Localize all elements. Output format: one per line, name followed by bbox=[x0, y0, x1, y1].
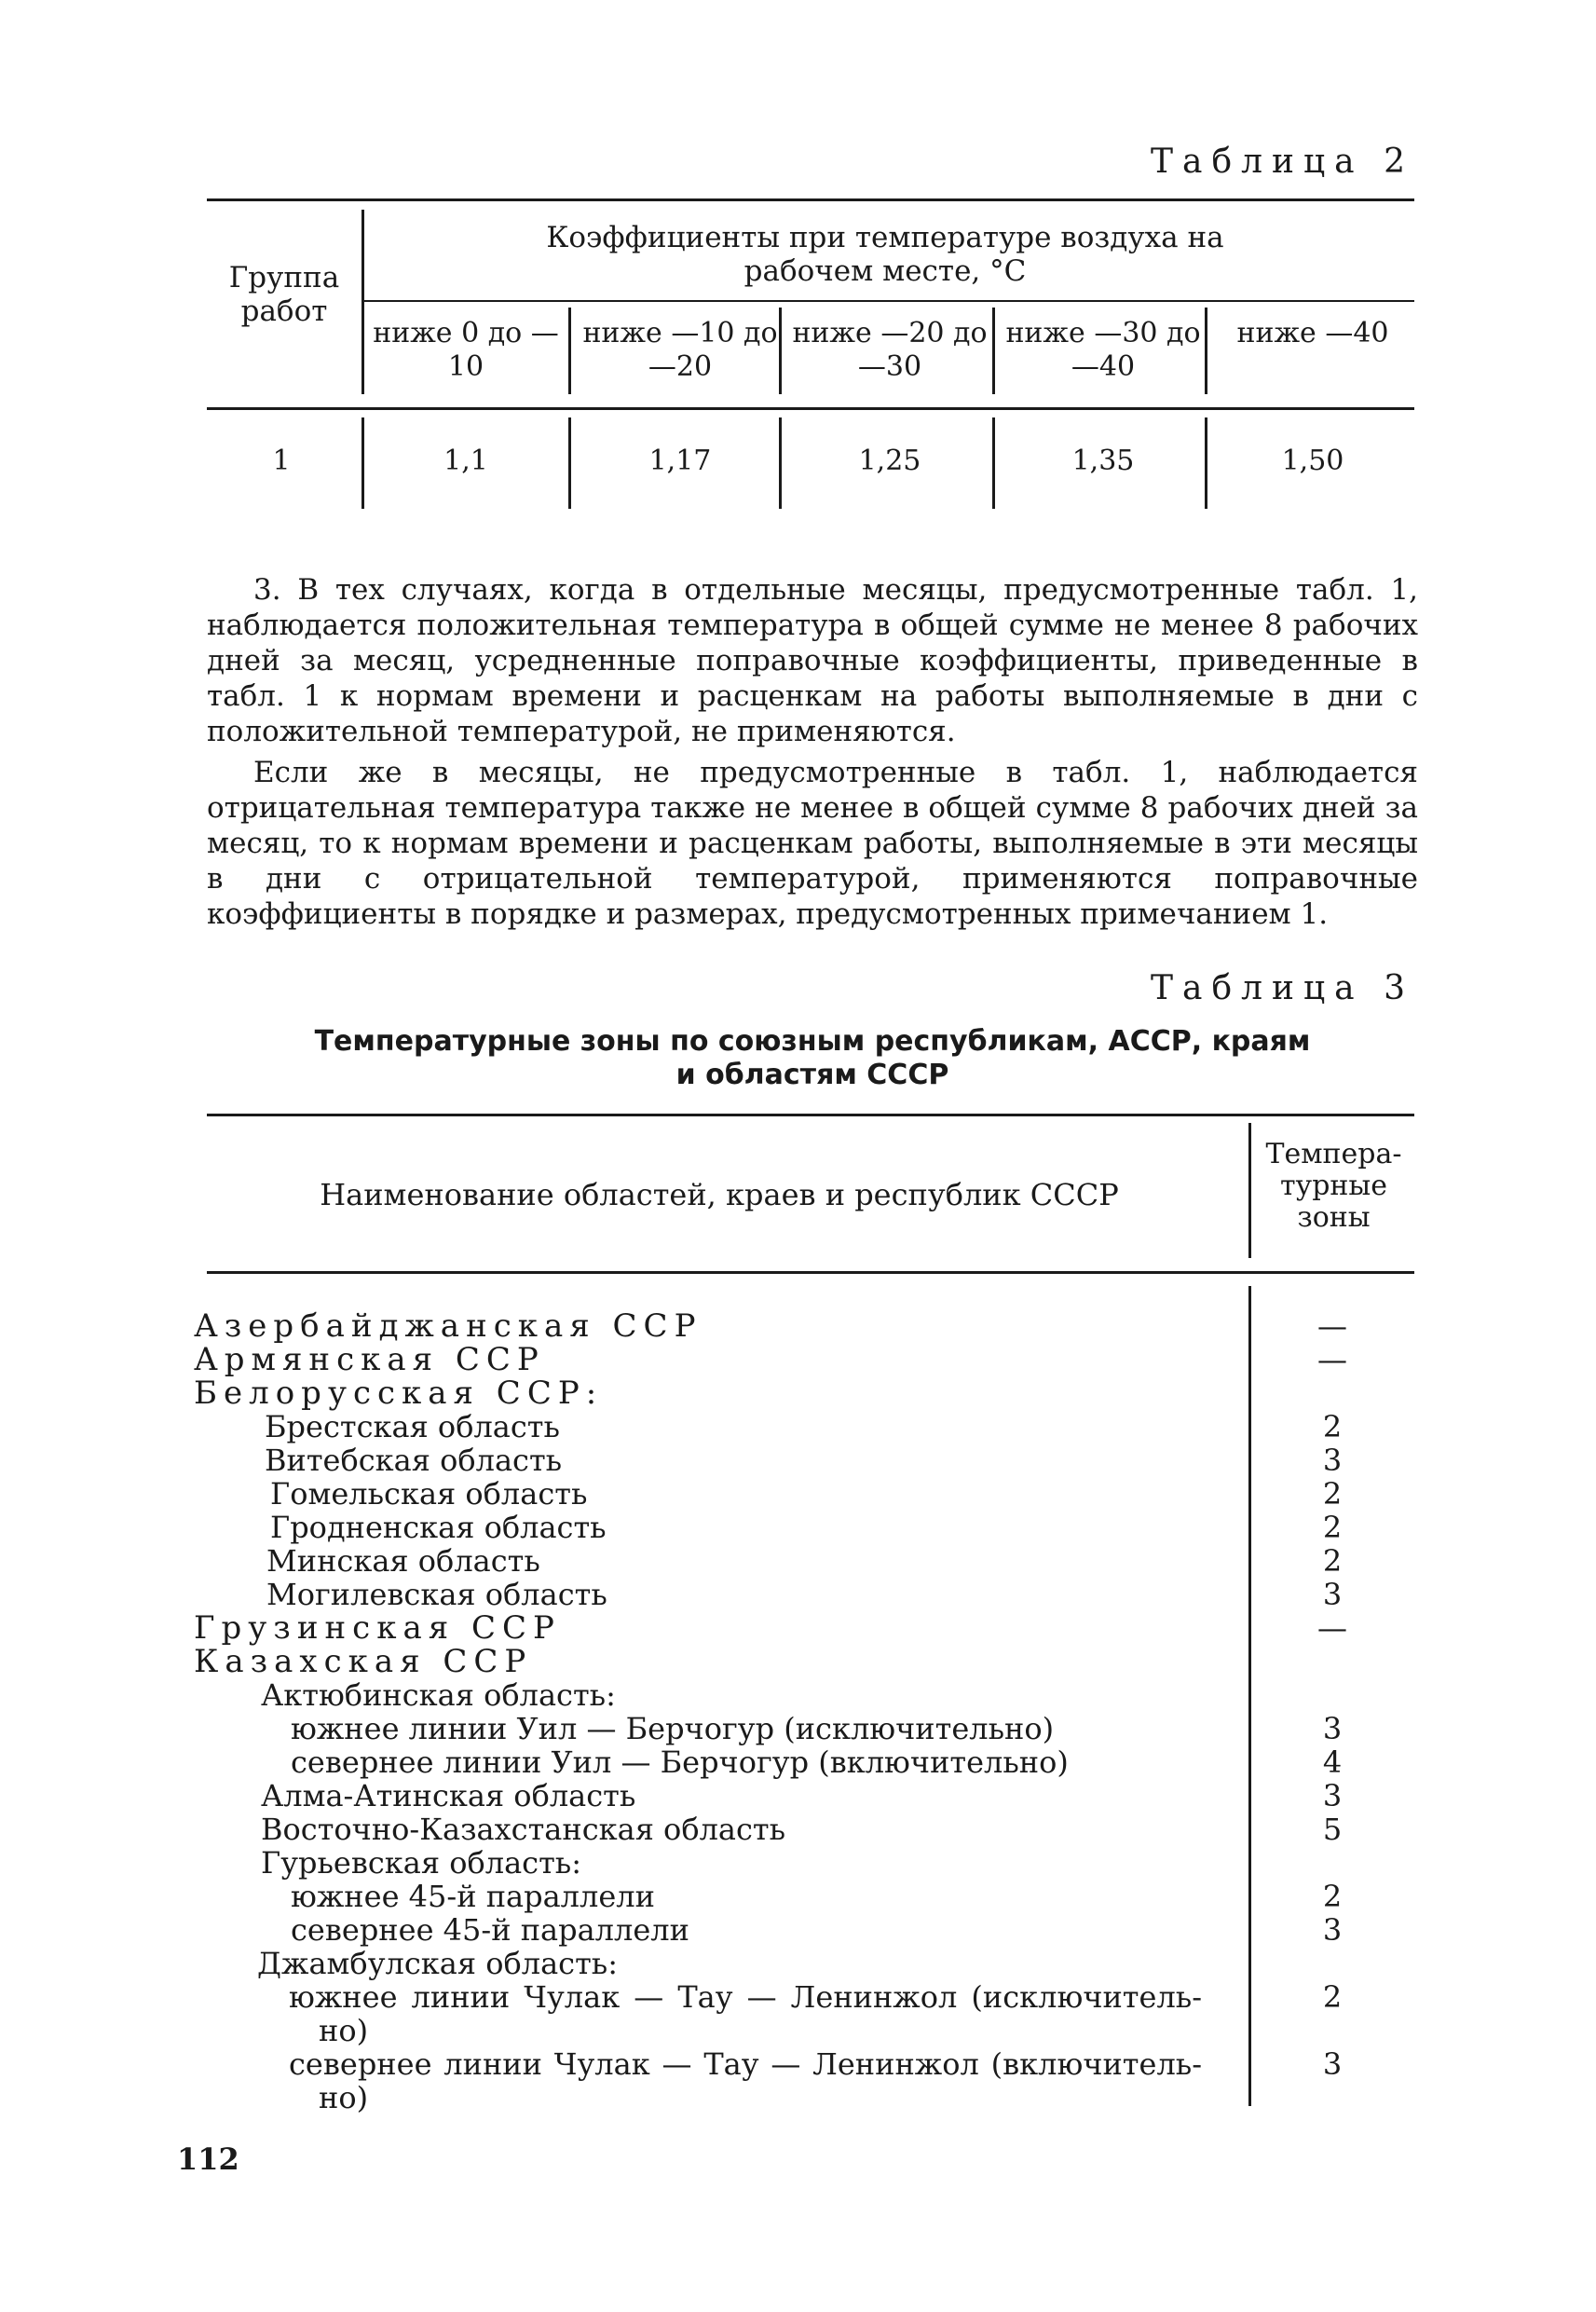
region-aktobe: Актюбинская область: bbox=[261, 1677, 616, 1713]
table2-row-group: 1 bbox=[272, 445, 291, 477]
zone-brest: 2 bbox=[1322, 1409, 1343, 1444]
region-east-kazakhstan: Восточно-Казахстанская область bbox=[261, 1812, 786, 1847]
zone-azerbaijan: — bbox=[1317, 1308, 1347, 1344]
region-alma-ata: Алма-Атинская область bbox=[261, 1778, 636, 1813]
region-belarus: Белорусская ССР: bbox=[194, 1375, 604, 1412]
region-mogilev: Могилевская область bbox=[266, 1577, 607, 1612]
region-guryev-north: севернее 45-й параллели bbox=[291, 1912, 689, 1948]
table2-coef-header: Коэффициенты при температуре воздуха на рабочем месте, °С bbox=[546, 221, 1224, 288]
region-georgia: Грузинская ССР bbox=[194, 1609, 561, 1647]
region-brest: Брестская область bbox=[265, 1409, 560, 1444]
table2-row-value-2: 1,17 bbox=[648, 445, 712, 477]
zone-alma-ata: 3 bbox=[1322, 1778, 1343, 1813]
zone-mogilev: 3 bbox=[1322, 1577, 1343, 1612]
region-aktobe-south: южнее линии Уил — Берчогур (исключительно) bbox=[291, 1711, 1055, 1746]
paragraph-1: 3. В тех случаях, когда в отдельные месяцы, предусмотренные табл. 1, наблюдается положительная температура в общей сумме не менее 8 рабочих дней за месяц, усредненные поправочные коэффициенты, приведенные в табл. 1 к нормам времени и расценкам на работы выполняемые в дни с положительной температурой, не применяются. bbox=[207, 573, 1418, 748]
table2-row-value-5: 1,50 bbox=[1281, 445, 1344, 477]
region-grodno: Гродненская область bbox=[270, 1510, 607, 1545]
zone-aktobe-south: 3 bbox=[1322, 1711, 1343, 1746]
table3-caption: Таблица 3 bbox=[1151, 969, 1414, 1007]
table2-col-3: ниже —20 до —30 bbox=[792, 317, 988, 383]
region-dzhambul-south: южнее линии Чулак — Тау — Ленинжол (исключитель- но) bbox=[289, 1979, 1202, 2048]
region-vitebsk: Витебская область bbox=[265, 1443, 563, 1478]
table3-header-vrule bbox=[1248, 1123, 1251, 1258]
table3-title-line1: Температурные зоны по союзным республикам, АССР, краям bbox=[314, 1025, 1311, 1058]
table2-subheader-rule bbox=[364, 300, 1414, 302]
table2-row-value-4: 1,35 bbox=[1071, 445, 1135, 477]
table2-row-value-1: 1,1 bbox=[443, 445, 488, 477]
table3-title-line2: и областям СССР bbox=[675, 1059, 949, 1091]
zone-georgia: — bbox=[1317, 1610, 1347, 1646]
page-number: 112 bbox=[177, 2141, 239, 2177]
table2-col-2: ниже —10 до —20 bbox=[582, 317, 778, 383]
region-guryev-south: южнее 45-й параллели bbox=[291, 1879, 655, 1914]
zone-vitebsk: 3 bbox=[1322, 1443, 1343, 1478]
table2-col-4: ниже —30 до —40 bbox=[1005, 317, 1201, 383]
region-dzhambul-north: севернее линии Чулак — Тау — Ленинжол (включитель- но) bbox=[289, 2046, 1202, 2115]
table2-col-1: ниже 0 до —10 bbox=[373, 317, 559, 383]
zone-gomel: 2 bbox=[1322, 1476, 1343, 1512]
table2-vrule-3 bbox=[992, 308, 995, 394]
table2-vrule-2 bbox=[779, 308, 782, 394]
table3-header-bottom-rule bbox=[207, 1271, 1414, 1274]
table2-vrule-1 bbox=[568, 308, 571, 394]
zone-guryev-south: 2 bbox=[1322, 1879, 1343, 1914]
paragraph-2: Если же в месяцы, не предусмотренные в табл. 1, наблюдается отрицательная температура также не менее в общей сумме 8 рабочих дней за месяц, то к нормам времени и расценкам работы, выполняемые в эти месяцы в дни с отрицательной температурой, применяются поправочные коэффициенты в порядке и размерах, предусмотренных примечанием 1. bbox=[207, 756, 1418, 931]
zone-dzhambul-south: 2 bbox=[1322, 1979, 1343, 2015]
region-guryev: Гурьевская область: bbox=[261, 1845, 581, 1881]
zone-aktobe-north: 4 bbox=[1322, 1744, 1343, 1780]
table2-top-rule bbox=[207, 198, 1414, 201]
zone-armenia: — bbox=[1317, 1342, 1347, 1377]
zone-east-kazakhstan: 5 bbox=[1322, 1812, 1343, 1847]
table3-zone-header: Темпера- турные зоны bbox=[1265, 1138, 1402, 1234]
table2-vrule-group bbox=[361, 210, 364, 394]
region-armenia: Армянская ССР bbox=[194, 1341, 545, 1378]
table2-body-vrule-1 bbox=[568, 417, 571, 509]
zone-guryev-north: 3 bbox=[1322, 1912, 1343, 1948]
region-minsk: Минская область bbox=[266, 1543, 540, 1579]
zone-grodno: 2 bbox=[1322, 1510, 1343, 1545]
table2-group-header: Группа работ bbox=[228, 261, 340, 328]
table2-vrule-group-body bbox=[361, 417, 364, 509]
table2-body-vrule-2 bbox=[779, 417, 782, 509]
table2-body-vrule-3 bbox=[992, 417, 995, 509]
table3-name-header: Наименование областей, краев и республик СССР bbox=[320, 1177, 1119, 1212]
table2-vrule-4 bbox=[1205, 308, 1207, 394]
zone-dzhambul-north: 3 bbox=[1322, 2046, 1343, 2082]
table2-body-vrule-4 bbox=[1205, 417, 1207, 509]
table3-body-vrule bbox=[1248, 1286, 1251, 2106]
body-text bbox=[207, 572, 1418, 932]
table2-col-5: ниже —40 bbox=[1236, 317, 1389, 349]
region-azerbaijan: Азербайджанская ССР bbox=[194, 1307, 703, 1345]
region-gomel: Гомельская область bbox=[270, 1476, 588, 1512]
table2-row-value-3: 1,25 bbox=[858, 445, 921, 477]
table2-header-bottom-rule bbox=[207, 407, 1414, 410]
table3-top-rule bbox=[207, 1114, 1414, 1116]
region-kazakhstan: Казахская ССР bbox=[194, 1643, 533, 1680]
table3-title bbox=[207, 1025, 1418, 1092]
zone-minsk: 2 bbox=[1322, 1543, 1343, 1579]
table2-caption: Таблица 2 bbox=[1151, 143, 1414, 181]
region-aktobe-north: севернее линии Уил — Берчогур (включительно) bbox=[291, 1744, 1069, 1780]
region-dzhambul: Джамбулская область: bbox=[257, 1946, 618, 1981]
